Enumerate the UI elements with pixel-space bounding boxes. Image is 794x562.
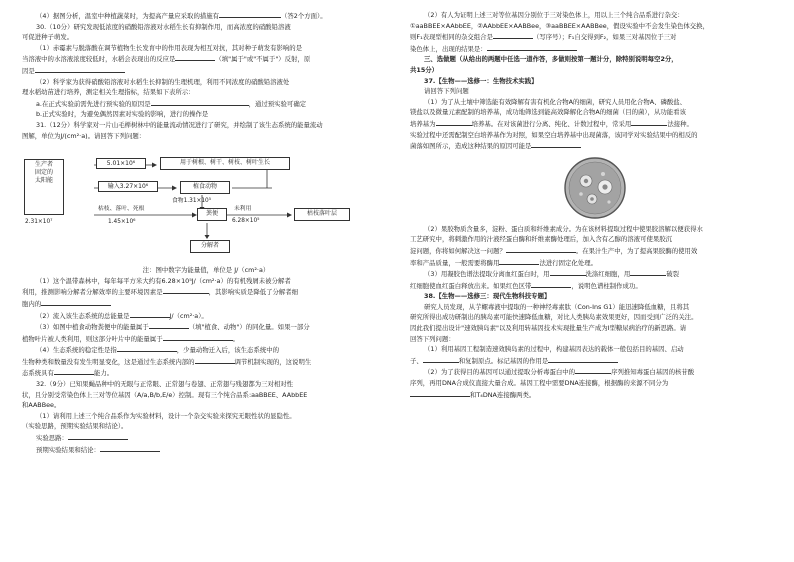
text: 枯枝落叶层 bbox=[306, 210, 337, 218]
text: （3）如图中植食动物粪便中的能量属于 bbox=[36, 323, 149, 332]
q30-2b bbox=[22, 87, 390, 98]
q31-title-2 bbox=[22, 131, 390, 142]
q32-title-2 bbox=[22, 390, 390, 401]
text: （填"属于"或"不属于"）反射，原 bbox=[215, 55, 311, 64]
text: 淀问题，你将如何解决这一问题？ bbox=[410, 246, 506, 255]
text: 染色体上，出现的结果是： bbox=[410, 44, 487, 53]
petri-dish-image bbox=[563, 156, 627, 220]
answer-blank[interactable] bbox=[151, 98, 249, 106]
text: （1）利用基因工程制造速效胰岛素的过程中，构建基因表达的载体一般包括目的基因、启动 bbox=[424, 345, 684, 354]
q37-3d bbox=[410, 280, 780, 292]
text: 红细胞使血红蛋白释放出来。如果红色区带 bbox=[410, 281, 532, 290]
q31-4 bbox=[22, 344, 390, 356]
litter-layer-box bbox=[294, 208, 350, 221]
answer-blank[interactable] bbox=[410, 389, 470, 397]
q31-4e bbox=[22, 367, 390, 379]
text: 回答下列问题： bbox=[410, 334, 455, 343]
answer-blank[interactable] bbox=[436, 118, 472, 126]
q30-b bbox=[22, 109, 390, 120]
text: 镁盐以及微量元素配制的培养基，成功地筛选到能高效降解化合物A的细菌（目的菌），从功能看该 bbox=[410, 108, 686, 117]
input-box bbox=[98, 181, 158, 192]
text: ①aaBBEE×AAbbEE，②AAbbEE×AABBee，③aaBBEE×AABBee，假设实验中不会发生染色体交换， bbox=[410, 21, 709, 30]
text: 和AABBee。 bbox=[22, 401, 61, 410]
q32-2 bbox=[410, 10, 780, 21]
text: 植物叶片被人类利用，则这部分叶片中的能量属于 bbox=[22, 334, 163, 343]
text: 培养基为 bbox=[410, 119, 436, 128]
q38-2 bbox=[410, 366, 780, 378]
text: 率和产品质量，一般需要将酶用 bbox=[410, 258, 500, 267]
answer-blank[interactable] bbox=[54, 367, 94, 375]
text: 当溶液中的水溶液浓度较低时，水稻会表现出的反应是 bbox=[22, 55, 176, 64]
text: 序列，再用DNA合成仪直接大量合成。基因工程中需要DNA连接酶，根据酶的来源不同分为 bbox=[410, 379, 669, 388]
text: 法接种。 bbox=[667, 119, 693, 128]
petri-dish-agar bbox=[569, 162, 621, 214]
text: 态系统具有 bbox=[22, 369, 54, 378]
answer-blank[interactable] bbox=[68, 432, 128, 440]
q30-1d bbox=[22, 65, 390, 77]
answer-blank[interactable] bbox=[117, 344, 177, 352]
text: 因是 bbox=[22, 66, 35, 75]
producer-box bbox=[24, 159, 64, 215]
text: （1）赤霉素与脱落酸在调节植物生长发育中的作用表现为相互对抗，其对种子萌发有影响的是 bbox=[36, 43, 303, 52]
text: 子、 bbox=[410, 356, 423, 365]
text: （4）据图分析，温室中种植蔬菜时，为提高产量应采取的措施有 bbox=[36, 12, 220, 20]
q32-1b bbox=[22, 421, 390, 432]
text: （2）科学家为获得硝酸铅溶液对水稻生长抑制的生理机理，利用不同浓度的硝酸铅溶液处 bbox=[36, 77, 290, 86]
text: 32.（9分）已知果蝇品种中的无眼与正常眼、正常翅与卷翅、正常翅与残翅都为三对相对性 bbox=[36, 380, 294, 389]
answer-blank[interactable] bbox=[423, 355, 459, 363]
q38-intro-2 bbox=[410, 312, 780, 323]
arrow-head bbox=[205, 235, 210, 239]
section-3-title bbox=[410, 54, 780, 65]
q30-a bbox=[22, 98, 390, 110]
answer-blank[interactable] bbox=[175, 53, 215, 61]
text: ，少量动物迁入后，该生态系统中的 bbox=[176, 346, 280, 355]
text: 注：图中数字为能量值，单位是 J/（cm²·a） bbox=[142, 266, 270, 275]
q31-2 bbox=[22, 310, 390, 322]
text: （实验思路，预期实验结果和结论）。 bbox=[22, 422, 128, 431]
text: 因此我们提出设计"速效胰岛素"以及利用转基因技术实现批量生产成为Ⅰ型糖尿病治疗的新思路。请 bbox=[410, 324, 687, 333]
colony bbox=[590, 197, 594, 201]
q30-1b bbox=[22, 53, 390, 65]
text: 利用，推测影响分解者分解效率的主要环境因素是 bbox=[22, 288, 163, 297]
text: （答2个方面）。 bbox=[281, 12, 327, 20]
answer-blank[interactable] bbox=[41, 298, 111, 306]
q31-4c bbox=[22, 356, 390, 368]
text: 用于树根、树干、树枝、树叶生长 bbox=[179, 159, 270, 167]
text: a.在正式实验前需先进行预实验的原因是 bbox=[36, 99, 151, 108]
text: （2）为了获得目的基因可以通过提取分析毒蛋白中的 bbox=[424, 368, 576, 377]
q37-ask bbox=[410, 86, 780, 97]
decomposer-box bbox=[190, 240, 230, 253]
text: 输入3.27×10⁶ bbox=[107, 183, 149, 191]
text: 分解者 bbox=[200, 242, 219, 250]
text: 则F₁表现型相同的杂交组合是 bbox=[410, 33, 493, 42]
answer-blank[interactable] bbox=[35, 65, 125, 73]
answer-blank[interactable] bbox=[487, 43, 577, 51]
text: 洗涤红细胞，用 bbox=[585, 270, 631, 279]
text: 30.（10分）研究发现低浓度的硝酸铅溶液对水稻生长有抑制作用，而高浓度的硝酸铅溶液 bbox=[36, 22, 291, 31]
q37-3 bbox=[410, 268, 780, 280]
q37-2 bbox=[410, 224, 780, 235]
text: 。在果汁生产中，为了提高果胶酶的使用效 bbox=[575, 246, 698, 255]
respire-value-box bbox=[96, 158, 146, 169]
q38-1b bbox=[410, 355, 780, 367]
text: 生产者 固定的 太阳能 bbox=[34, 161, 53, 185]
answer-blank[interactable] bbox=[531, 280, 571, 288]
q32-title-3 bbox=[22, 400, 390, 411]
q38-intro bbox=[410, 302, 780, 313]
text: 5.01×10⁶ bbox=[106, 160, 136, 168]
text: 粪便 bbox=[205, 210, 218, 218]
text: 共15分） bbox=[410, 65, 439, 74]
text: 预期实验结果和结论： bbox=[36, 445, 100, 454]
text: 38.【生物——选修三：现代生物科技专题】 bbox=[424, 292, 551, 301]
text: （4）生态系统的稳定性是指 bbox=[36, 346, 117, 355]
q38-intro-4 bbox=[410, 334, 780, 345]
text: ，说明色谱柱制作成功。 bbox=[571, 281, 642, 290]
section-3-title-2 bbox=[410, 65, 780, 76]
q37-title bbox=[410, 76, 780, 87]
arrow-head bbox=[152, 163, 157, 168]
text: 理水稻幼苗进行培养，测定相关生理指标，结果如下表所示： bbox=[22, 88, 195, 97]
answer-blank[interactable] bbox=[506, 245, 576, 253]
answer-blank[interactable] bbox=[531, 140, 581, 148]
text: 37.【生物——选修一：生物技术实践】 bbox=[424, 76, 538, 85]
answer-blank[interactable] bbox=[550, 268, 586, 276]
text: 和复制原点。标记基因的作用是 bbox=[458, 356, 549, 365]
q38-2c bbox=[410, 378, 780, 389]
q32-2-same bbox=[410, 31, 780, 43]
q29-4 bbox=[22, 10, 390, 22]
colony bbox=[602, 184, 607, 189]
text: J/（cm²·a）。 bbox=[169, 311, 208, 320]
text: 31.（12分）科学家对一片山毛榉树林中的能量流动情况进行了研究，并绘制了该生态系统的能量流动 bbox=[36, 120, 323, 129]
sun-value: 2.31×10⁷ bbox=[25, 219, 53, 226]
text: 状，且分别受常染色体上三对等位基因（A/a,B/b,E/e）控制。现有三个纯合品系:aaBBEE、AAbbEE bbox=[22, 390, 308, 399]
text: 请回答下列问题 bbox=[424, 87, 469, 96]
q38-1 bbox=[410, 344, 780, 355]
q37-1f bbox=[410, 130, 780, 141]
text: 工艺研究中，将刺激作用的汁液经蛋白酶和纤维素酶处理后，加入含有乙醇的溶液可使果胶沉 bbox=[410, 235, 673, 244]
text: 植食动物 bbox=[192, 183, 217, 191]
q37-2e bbox=[410, 257, 780, 269]
answer-blank[interactable] bbox=[219, 10, 281, 18]
text: ，其影响实质是降低了分解者细 bbox=[208, 288, 299, 297]
text: 研究所得出成功研制出的胰岛素可能快速降低血糖，对比人类胰岛素效果更好，因而受到广泛的关注。 bbox=[410, 313, 698, 322]
answer-blank[interactable] bbox=[100, 444, 160, 452]
text: 序列推知毒蛋白基因的核苷酸 bbox=[611, 368, 695, 377]
answer-blank[interactable] bbox=[631, 118, 667, 126]
text: 研究人员发现，从芋螺毒液中提取的一种神经毒素肽（Con-Ins G1）能迅速降低血糖，且将其 bbox=[424, 302, 690, 311]
colony-small bbox=[579, 192, 583, 196]
q32-idea bbox=[22, 432, 390, 444]
q31-3c bbox=[22, 333, 390, 345]
diagram-note bbox=[22, 265, 390, 276]
arrow-head bbox=[172, 186, 177, 191]
q31-1d bbox=[22, 298, 390, 310]
q32-1 bbox=[22, 411, 390, 422]
q30-2 bbox=[22, 77, 390, 88]
q37-1 bbox=[410, 97, 780, 108]
right-column bbox=[410, 10, 780, 400]
q37-1b bbox=[410, 107, 780, 118]
text: 三、选做题（从给出的两题中任选一道作答，多做则按第一题计分，除特别说明每空2分， bbox=[424, 55, 678, 64]
text: （1）这个温带森林中，每年每平方米大约有6.28×10⁵J/（cm²·a）的有机残屑未被分解者 bbox=[36, 276, 291, 285]
colony-small bbox=[601, 172, 605, 176]
text: b.正式实验时，为避免偶然因素对实验的影响，进行的操作是 bbox=[36, 110, 209, 119]
text: 能力。 bbox=[93, 369, 114, 378]
answer-blank[interactable] bbox=[195, 356, 235, 364]
q30-title bbox=[22, 22, 390, 33]
text: （2）流入该生态系统的总能量是 bbox=[36, 311, 130, 320]
text: 可促进种子萌发。 bbox=[22, 33, 74, 42]
growth-box bbox=[160, 157, 290, 170]
answer-blank[interactable] bbox=[163, 286, 209, 294]
q30-1 bbox=[22, 43, 390, 54]
text: ，通过预实验可确定 bbox=[248, 99, 307, 108]
q32-result bbox=[22, 444, 390, 456]
text: 实验过程中还需配制空白培养基作为对照，如果空白培养基中出现菌落，该同学对实验结果中的相反的 bbox=[410, 130, 698, 139]
q38-2d bbox=[410, 389, 780, 401]
text: 和T₄DNA连接酶两类。 bbox=[470, 390, 536, 399]
answer-blank[interactable] bbox=[163, 333, 233, 341]
q31-1 bbox=[22, 276, 390, 287]
herbivore-box bbox=[180, 181, 230, 194]
text: 胞内的 bbox=[22, 299, 42, 308]
text: 菌落如图所示，造成这种结果的原因可能是 bbox=[410, 142, 532, 151]
text: 生物种类和数量没有发生明显变化，这是通过生态系统内部的 bbox=[22, 357, 195, 366]
answer-blank[interactable] bbox=[130, 310, 170, 318]
answer-blank[interactable] bbox=[548, 355, 618, 363]
text: （写序号）；F₁自交得到F₂，如果三对基因位于三对 bbox=[532, 33, 677, 42]
q38-title bbox=[410, 291, 780, 302]
q30-title-2 bbox=[22, 32, 390, 43]
herb-flow-label: 食物1.31×10⁵ bbox=[172, 198, 212, 205]
text: 。 bbox=[232, 334, 239, 343]
q38-intro-3 bbox=[410, 323, 780, 334]
answer-blank[interactable] bbox=[630, 268, 666, 276]
answer-blank[interactable] bbox=[499, 257, 539, 265]
text: 培养基。在对该菌进行分离、纯化、计数过程中，常采用 bbox=[471, 119, 632, 128]
answer-blank[interactable] bbox=[149, 321, 189, 329]
left-column bbox=[22, 10, 390, 455]
text: （3）用凝胶色谱法提取分离血红蛋白时，用 bbox=[424, 270, 550, 279]
accum-value: 6.28×10⁵ bbox=[232, 218, 260, 225]
litter-label: 枯枝、落叶、死根 bbox=[98, 206, 145, 213]
answer-blank[interactable] bbox=[493, 31, 533, 39]
q31-title bbox=[22, 120, 390, 131]
q31-3 bbox=[22, 321, 390, 333]
text: （1）为了从土壤中筛选能有效降解有害有机化合物A的细菌，研究人员用化合物A、磷酸盐、 bbox=[424, 97, 687, 106]
q37-1g bbox=[410, 140, 780, 152]
colony-small bbox=[607, 200, 610, 203]
litter-value: 1.45×10⁶ bbox=[108, 219, 136, 226]
colony bbox=[584, 179, 588, 183]
text: 法进行固定化处理。 bbox=[539, 258, 597, 267]
accum-label: 未利用 bbox=[234, 206, 252, 213]
text: （填"植食、动物"）的同化量。如果一部分 bbox=[188, 323, 310, 332]
q32-title bbox=[22, 379, 390, 390]
text: （1）请利用上述三个纯合品系作为实验材料，设计一个杂交实验来探究无眼性状的显隐性。 bbox=[36, 411, 296, 420]
text: （2）果胶物质含量多，淀粉、蛋白质和纤维素成分。为在该材料提取过程中使果胶溶解以便获得水 bbox=[424, 224, 703, 233]
q31-1b bbox=[22, 286, 390, 298]
answer-blank[interactable] bbox=[575, 366, 611, 374]
text: 调节机制实现的，这说明生 bbox=[234, 357, 312, 366]
q37-1c bbox=[410, 118, 780, 130]
text: 破裂 bbox=[666, 270, 680, 279]
arrow-head bbox=[287, 213, 292, 218]
feces-box bbox=[197, 208, 227, 221]
q32-2-result bbox=[410, 43, 780, 55]
q37-2b bbox=[410, 234, 780, 245]
q32-2-crosses bbox=[410, 21, 780, 32]
text: 图解，单位为J/(cm²·a)。请回答下列问题： bbox=[22, 131, 146, 140]
text: （2）有人为证明上述三对等位基因分别位于三对染色体上，用以上三个纯合品系进行杂交： bbox=[424, 11, 684, 19]
energy-flow-diagram bbox=[22, 143, 390, 265]
text: 实验思路： bbox=[36, 434, 68, 443]
q37-2c bbox=[410, 245, 780, 257]
